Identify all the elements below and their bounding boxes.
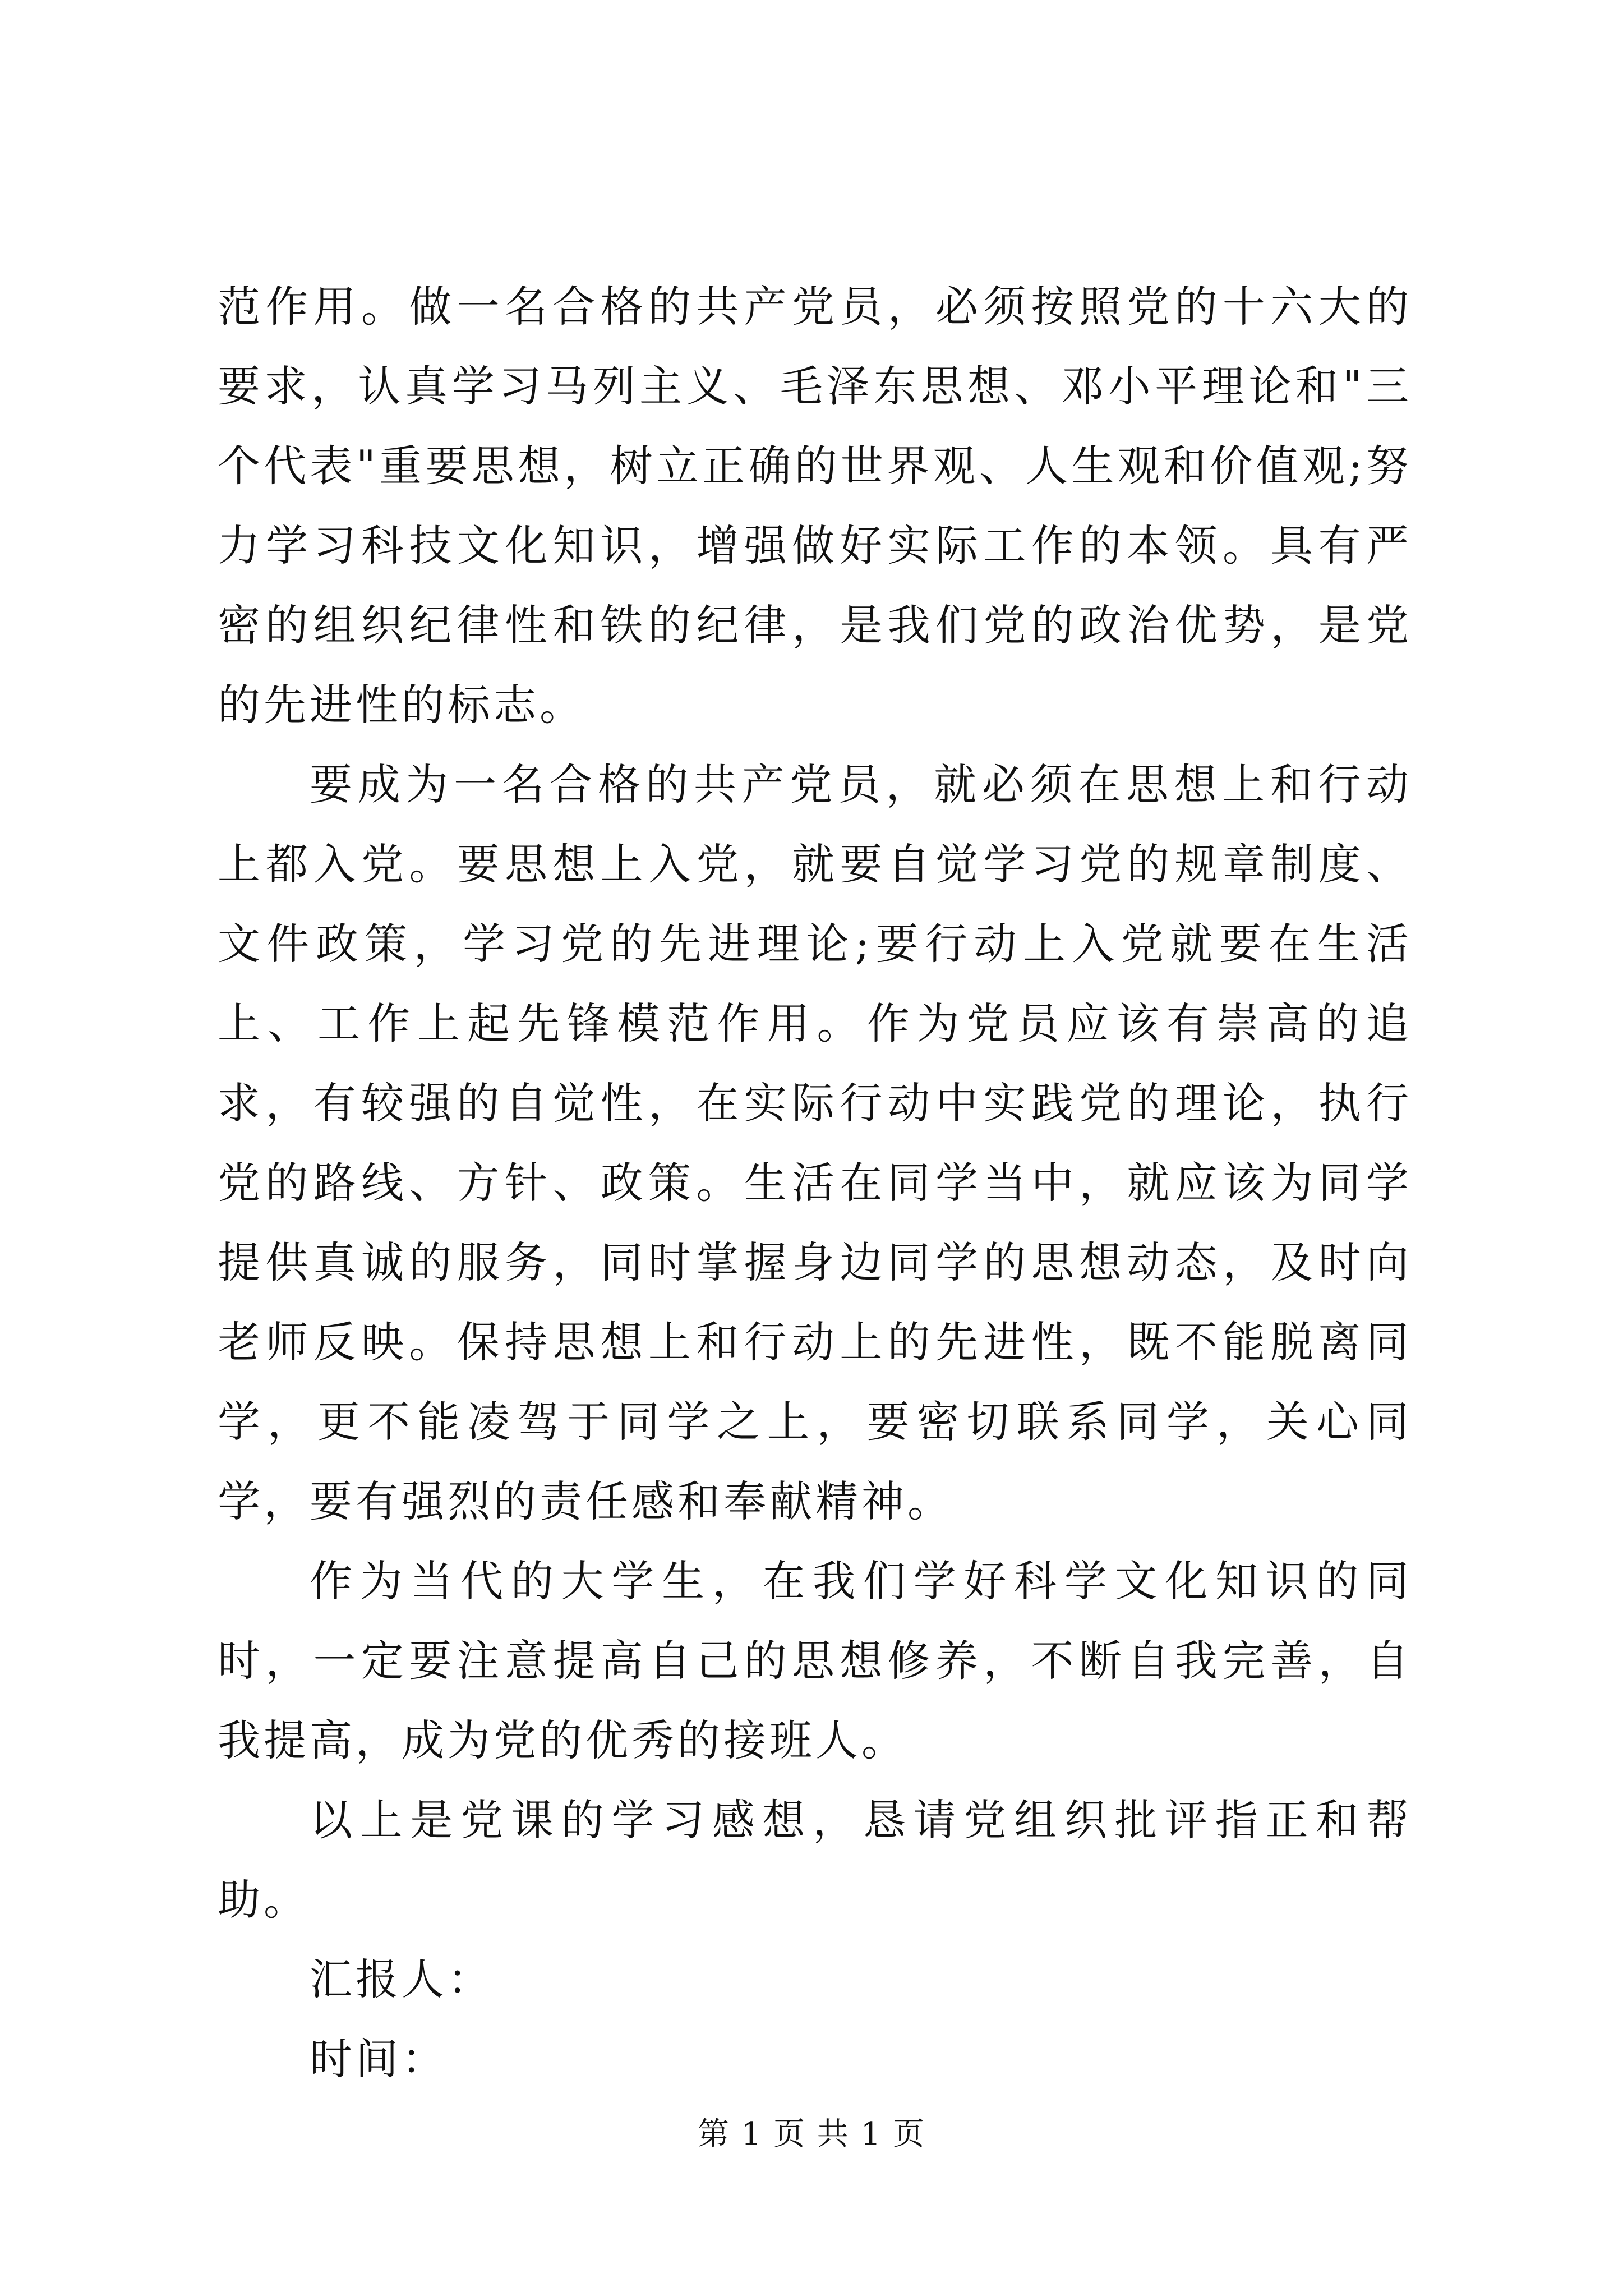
page-footer: 第 1 页 共 1 页 <box>697 2116 926 2152</box>
paragraph-college-student: 作为当代的大学生，在我们学好科学文化知识的同时，一定要注意提高自己的思想修养，不断自我完善，自我提高，成为党的优秀的接班人。 <box>218 1556 1412 1765</box>
paragraph-closing: 以上是党课的学习感想，恳请党组织批评指正和帮助。 <box>218 1795 1412 1925</box>
reporter-label: 汇报人： <box>310 1954 494 2004</box>
paragraph-continuation: 范作用。做一名合格的共产党员，必须按照党的十六大的要求，认真学习马列主义、毛泽东思想、邓小平理论和"三个代表"重要思想，树立正确的世界观、人生观和价值观;努力学习科技文化知识，增强做好实际工作的本领。具有严密的组织纪律性和铁的纪律，是我们党的政治优势，是党的先进性的标志。 <box>218 282 1412 730</box>
document-body <box>218 267 1412 2099</box>
paragraph-party-member: 要成为一名合格的共产党员，就必须在思想上和行动上都入党。要思想上入党，就要自觉学习党的规章制度、文件政策，学习党的先进理论;要行动上入党就要在生活上、工作上起先锋模范作用。作为党员应该有崇高的追求，有较强的自觉性，在实际行动中实践党的理论，执行党的路线、方针、政策。生活在同学当中，就应该为同学提供真诚的服务，同时掌握身边同学的思想动态，及时向老师反映。保持思想上和行动上的先进性，既不能脱离同学，更不能凌驾于同学之上，要密切联系同学，关心同学，要有强烈的责任感和奉献精神。 <box>218 760 1412 1526</box>
time-label: 时间： <box>310 2034 448 2084</box>
